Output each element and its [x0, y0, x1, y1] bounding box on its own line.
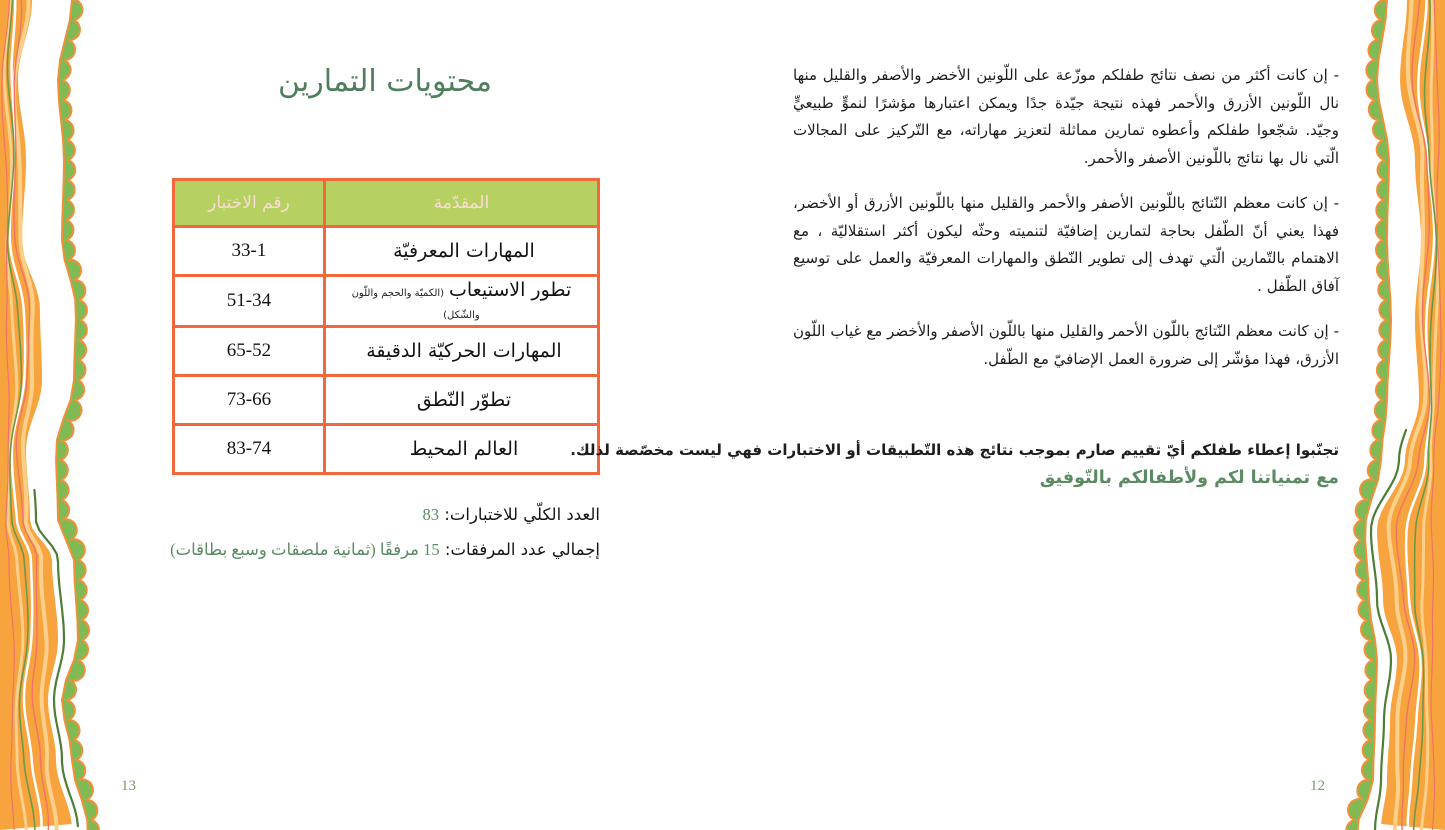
total-tests-value: 83 [422, 505, 440, 524]
section-label-cell: تطوّر النّطق [324, 376, 598, 425]
warning-note: تجنّبوا إعطاء طفلكم أيّ تقييم صارم بموجب نتائج هذه التّطبيقات أو الاختبارات فهي ليست مخصّصة لذلك. [570, 441, 1339, 459]
column-header-introduction: المقدّمة [324, 180, 598, 227]
results-guidance-column [570, 62, 1339, 488]
section-label-note: (الكميّة والحجم واللّون والشّكل) [351, 288, 480, 321]
page-number-left: 13 [121, 778, 136, 794]
table-row [174, 425, 599, 474]
section-label-cell: العالم المحيط [324, 425, 598, 474]
test-range-cell: 73-66 [174, 376, 325, 425]
page-title: محتويات التمارين [278, 64, 492, 99]
result-paragraph-yellow-red: - إن كانت معظم النّتائج باللّونين الأصفر والأحمر والقليل منها باللّونين الأزرق أو الأخضر، فهذا يعني أنّ الطّفل بحاجة لتمارين إضافيّة لتنميته وحثّه ليكون أكثر استقلاليّة ، مع الاهتمام بالتّمارين الّتي تهدف إلى تطوير النّطق والمهارات المعرفيّة والعمل على توسيع آفاق الطّفل . [793, 194, 1339, 295]
total-attachments-value: 15 مرفقًا (ثمانية ملصقات وسبع بطاقات) [170, 540, 440, 559]
total-tests-line [170, 505, 600, 525]
total-tests-label: العدد الكلّي للاختبارات: [444, 505, 600, 524]
result-paragraph-green-yellow: - إن كانت أكثر من نصف نتائج طفلكم موزّعة على اللّونين الأخضر والأصفر والقليل منها نال اللّونين الأزرق والأحمر فهذه نتيجة جيّدة جدًا ويمكن اعتبارها مؤشرًا لنموٍّ طبيعيٍّ وجيّد. شجّعوا طفلكم وأعطوه تمارين مماثلة لتعزيز مهاراته، مع التّركيز على المجالات الّتي نال بها نتائج باللّونين الأصفر والأحمر. [793, 66, 1339, 167]
section-label-cell: تطور الاستيعاب(الكميّة والحجم واللّون والشّكل) [324, 276, 598, 327]
test-range-cell: 65-52 [174, 327, 325, 376]
contents-table [172, 178, 600, 475]
table-row [174, 327, 599, 376]
table-row [174, 227, 599, 276]
wishes-line: مع تمنياتنا لكم ولأطفالكم بالتّوفيق [1039, 468, 1339, 488]
table-row [174, 276, 599, 327]
left-decorative-border [0, 0, 140, 830]
section-label-cell: المهارات المعرفيّة [324, 227, 598, 276]
total-attachments-line [170, 540, 600, 560]
test-range-cell: 83-74 [174, 425, 325, 474]
border-shape [56, 0, 99, 830]
test-range-cell: 33-1 [174, 227, 325, 276]
column-header-test-number: رقم الاختبار [174, 180, 325, 227]
border-shape [1377, 0, 1445, 830]
table-row [174, 376, 599, 425]
test-range-cell: 51-34 [174, 276, 325, 327]
section-label-cell: المهارات الحركيّة الدقيقة [324, 327, 598, 376]
total-attachments-label: إجمالي عدد المرفقات: [444, 540, 600, 559]
result-paragraph-red: - إن كانت معظم النّتائج باللّون الأحمر والقليل منها باللّون الأصفر والأخضر مع غياب اللّون الأزرق، فهذا مؤشّر إلى ضرورة العمل الإضافيّ مع الطّفل. [793, 322, 1339, 368]
page-number-right: 12 [1310, 778, 1325, 794]
totals-block [170, 505, 600, 575]
table-header-row [174, 180, 599, 227]
